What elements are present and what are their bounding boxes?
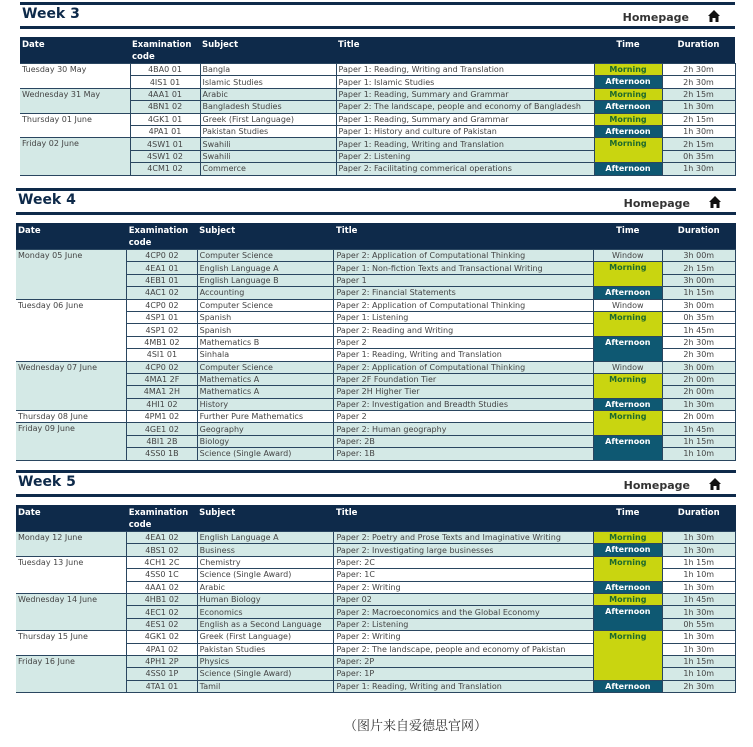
duration-cell: 1h 45m — [662, 423, 736, 435]
title-cell: Paper 2: Listening — [334, 618, 594, 630]
title-cell: Paper 2: Poetry and Prose Texts and Imaginative Writing — [334, 532, 594, 544]
table-row — [16, 556, 736, 568]
title-cell: Paper 1: Reading, Writing and Translation — [336, 64, 594, 76]
subject-cell: Chemistry — [197, 556, 334, 568]
duration-cell: 0h 35m — [662, 311, 736, 323]
time-badge-afternoon: Afternoon — [594, 544, 662, 556]
column-header: Title — [336, 37, 594, 64]
title-cell: Paper 2: Macroeconomics and the Global Economy — [334, 606, 594, 618]
time-badge-afternoon: Afternoon — [594, 287, 662, 299]
subject-cell: Sinhala — [197, 349, 334, 361]
column-header: Time — [594, 505, 662, 532]
table-row — [16, 593, 736, 605]
duration-cell: 2h 30m — [662, 349, 736, 361]
exam-code-cell: 4BI1 2B — [127, 435, 197, 447]
subject-cell: Bangladesh Studies — [200, 101, 336, 113]
title-cell: Paper 2 — [334, 336, 594, 348]
subject-cell: Computer Science — [197, 361, 334, 373]
duration-cell: 0h 55m — [662, 618, 736, 630]
time-badge-afternoon: Afternoon — [594, 680, 662, 692]
column-header: Date — [16, 505, 127, 532]
table-row — [16, 250, 736, 262]
duration-cell: 2h 30m — [662, 64, 735, 76]
week-header — [16, 470, 736, 497]
home-icon[interactable] — [708, 195, 722, 209]
exam-table — [16, 223, 736, 461]
exam-code-cell: 4BS1 02 — [127, 544, 197, 556]
date-cell: Thursday 08 June — [16, 411, 127, 423]
title-cell: Paper 2: Application of Computational Thinking — [334, 250, 594, 262]
subject-cell: Bangla — [200, 64, 336, 76]
exam-code-cell: 4SP1 01 — [127, 311, 197, 323]
exam-code-cell: 4MA1 2F — [127, 373, 197, 385]
duration-cell: 1h 15m — [662, 435, 736, 447]
subject-cell: Islamic Studies — [200, 76, 336, 88]
table-row — [16, 361, 736, 373]
table-row — [16, 411, 736, 423]
subject-cell: Swahili — [200, 138, 336, 150]
subject-cell: Physics — [197, 655, 334, 667]
exam-code-cell: 4SW1 02 — [130, 150, 200, 162]
time-badge-morning: Morning — [594, 411, 662, 436]
title-cell: Paper 1: Reading, Writing and Translation — [334, 349, 594, 361]
home-icon[interactable] — [707, 9, 721, 23]
exam-code-cell: 4MB1 02 — [127, 336, 197, 348]
time-badge-afternoon: Afternoon — [594, 398, 662, 410]
exam-code-cell: 4AA1 01 — [130, 88, 200, 100]
duration-cell: 1h 30m — [662, 544, 736, 556]
exam-code-cell: 4SI1 01 — [127, 349, 197, 361]
homepage-link[interactable]: Homepage — [623, 479, 690, 492]
subject-cell: Swahili — [200, 150, 336, 162]
subject-cell: Tamil — [197, 680, 334, 692]
time-badge-morning: Morning — [594, 593, 662, 605]
subject-cell: Human Biology — [197, 593, 334, 605]
exam-code-cell: 4GK1 02 — [127, 631, 197, 643]
title-cell: Paper 1: Reading, Writing and Translation — [336, 138, 594, 150]
exam-code-cell: 4PM1 02 — [127, 411, 197, 423]
subject-cell: Science (Single Award) — [197, 668, 334, 680]
subject-cell: Biology — [197, 435, 334, 447]
title-cell: Paper 2 — [334, 411, 594, 423]
duration-cell: 2h 15m — [662, 262, 736, 274]
subject-cell: Mathematics A — [197, 373, 334, 385]
duration-cell: 1h 10m — [662, 668, 736, 680]
exam-code-cell: 4SS0 1P — [127, 668, 197, 680]
time-badge-morning: Morning — [594, 138, 662, 163]
exam-code-cell: 4SS0 1C — [127, 569, 197, 581]
column-header: Title — [334, 223, 594, 250]
homepage-link[interactable]: Homepage — [623, 197, 690, 210]
time-badge-afternoon: Afternoon — [594, 606, 662, 631]
table-row — [20, 113, 735, 125]
exam-code-cell: 4BA0 01 — [130, 64, 200, 76]
exam-code-cell: 4TA1 01 — [127, 680, 197, 692]
duration-cell: 2h 30m — [662, 76, 735, 88]
time-badge-morning: Morning — [594, 311, 662, 336]
date-cell: Wednesday 07 June — [16, 361, 127, 411]
title-cell: Paper 2: Reading and Writing — [334, 324, 594, 336]
title-cell: Paper 1: Islamic Studies — [336, 76, 594, 88]
duration-cell: 2h 15m — [662, 113, 735, 125]
date-cell: Friday 02 June — [20, 138, 130, 175]
time-badge-morning: Morning — [594, 631, 662, 681]
duration-cell: 3h 00m — [662, 299, 736, 311]
time-badge-morning: Morning — [594, 556, 662, 581]
title-cell: Paper: 1B — [334, 448, 594, 460]
date-cell: Friday 09 June — [16, 423, 127, 460]
duration-cell: 0h 35m — [662, 150, 735, 162]
exam-code-cell: 4SP1 02 — [127, 324, 197, 336]
date-cell: Thursday 15 June — [16, 631, 127, 656]
subject-cell: Pakistan Studies — [197, 643, 334, 655]
title-cell: Paper 2: Human geography — [334, 423, 594, 435]
subject-cell: English Language A — [197, 532, 334, 544]
time-badge-morning: Morning — [594, 262, 662, 287]
title-cell: Paper 2F Foundation Tier — [334, 373, 594, 385]
exam-code-cell: 4SS0 1B — [127, 448, 197, 460]
title-cell: Paper 2: Investigating large businesses — [334, 544, 594, 556]
column-header: Date — [20, 37, 130, 64]
subject-cell: Computer Science — [197, 250, 334, 262]
homepage-link[interactable]: Homepage — [622, 11, 689, 24]
subject-cell: Science (Single Award) — [197, 569, 334, 581]
subject-cell: Spanish — [197, 311, 334, 323]
title-cell: Paper 1: Reading, Summary and Grammar — [336, 88, 594, 100]
duration-cell: 1h 30m — [662, 606, 736, 618]
subject-cell: Arabic — [197, 581, 334, 593]
exam-code-cell: 4PA1 02 — [127, 643, 197, 655]
column-header: Subject — [197, 223, 334, 250]
duration-cell: 1h 30m — [662, 125, 735, 137]
duration-cell: 1h 30m — [662, 163, 735, 175]
title-cell: Paper 2: Financial Statements — [334, 287, 594, 299]
title-cell: Paper: 2B — [334, 435, 594, 447]
exam-code-cell: 4CP0 02 — [127, 250, 197, 262]
date-cell: Tuesday 13 June — [16, 556, 127, 593]
column-header: Examination code — [127, 505, 197, 532]
week-title: Week 4 — [18, 192, 76, 208]
duration-cell: 2h 30m — [662, 336, 736, 348]
table-header-row — [16, 505, 736, 532]
duration-cell: 1h 30m — [662, 101, 735, 113]
subject-cell: Spanish — [197, 324, 334, 336]
column-header: Duration — [662, 505, 736, 532]
exam-code-cell: 4EC1 02 — [127, 606, 197, 618]
title-cell: Paper 1: Reading, Summary and Grammar — [336, 113, 594, 125]
table-row — [20, 64, 735, 76]
subject-cell: Business — [197, 544, 334, 556]
table-row — [16, 532, 736, 544]
exam-code-cell: 4EA1 01 — [127, 262, 197, 274]
duration-cell: 2h 00m — [662, 386, 736, 398]
exam-code-cell: 4CP0 02 — [127, 299, 197, 311]
time-badge-morning: Morning — [594, 113, 662, 125]
date-cell: Monday 12 June — [16, 532, 127, 557]
duration-cell: 2h 00m — [662, 411, 736, 423]
duration-cell: 2h 30m — [662, 680, 736, 692]
table-row — [20, 88, 735, 100]
exam-code-cell: 4SW1 01 — [130, 138, 200, 150]
exam-code-cell: 4HB1 02 — [127, 593, 197, 605]
duration-cell: 1h 30m — [662, 532, 736, 544]
week-header — [20, 2, 735, 29]
title-cell: Paper 2: Facilitating commerical operations — [336, 163, 594, 175]
exam-code-cell: 4MA1 2H — [127, 386, 197, 398]
subject-cell: English Language B — [197, 274, 334, 286]
title-cell: Paper 02 — [334, 593, 594, 605]
column-header: Examination code — [127, 223, 197, 250]
title-cell: Paper: 1C — [334, 569, 594, 581]
week-title: Week 3 — [22, 6, 80, 22]
title-cell: Paper 2: Application of Computational Thinking — [334, 361, 594, 373]
duration-cell: 1h 45m — [662, 324, 736, 336]
title-cell: Paper 1: Non-fiction Texts and Transactional Writing — [334, 262, 594, 274]
subject-cell: History — [197, 398, 334, 410]
exam-code-cell: 4GE1 02 — [127, 423, 197, 435]
date-cell: Friday 16 June — [16, 655, 127, 692]
table-row — [16, 631, 736, 643]
date-cell: Tuesday 30 May — [20, 64, 130, 89]
subject-cell: Computer Science — [197, 299, 334, 311]
exam-code-cell: 4EB1 01 — [127, 274, 197, 286]
duration-cell: 1h 30m — [662, 398, 736, 410]
time-badge-window: Window — [594, 250, 662, 262]
duration-cell: 1h 15m — [662, 287, 736, 299]
subject-cell: English Language A — [197, 262, 334, 274]
subject-cell: Science (Single Award) — [197, 448, 334, 460]
column-header: Subject — [200, 37, 336, 64]
duration-cell: 1h 15m — [662, 556, 736, 568]
exam-code-cell: 4EA1 02 — [127, 532, 197, 544]
duration-cell: 2h 00m — [662, 373, 736, 385]
exam-code-cell: 4GK1 01 — [130, 113, 200, 125]
column-header: Title — [334, 505, 594, 532]
home-icon[interactable] — [708, 477, 722, 491]
exam-code-cell: 4PH1 2P — [127, 655, 197, 667]
subject-cell: Further Pure Mathematics — [197, 411, 334, 423]
time-badge-afternoon: Afternoon — [594, 336, 662, 361]
duration-cell: 1h 45m — [662, 593, 736, 605]
duration-cell: 1h 10m — [662, 569, 736, 581]
date-cell: Thursday 01 June — [20, 113, 130, 138]
column-header: Time — [594, 37, 662, 64]
subject-cell: Mathematics A — [197, 386, 334, 398]
title-cell: Paper 2: The landscape, people and economy of Pakistan — [334, 643, 594, 655]
exam-code-cell: 4BN1 02 — [130, 101, 200, 113]
time-badge-morning: Morning — [594, 373, 662, 398]
exam-code-cell: 4HI1 02 — [127, 398, 197, 410]
title-cell: Paper 2: Writing — [334, 581, 594, 593]
column-header: Time — [594, 223, 662, 250]
column-header: Date — [16, 223, 127, 250]
date-cell: Wednesday 14 June — [16, 593, 127, 630]
title-cell: Paper 1: History and culture of Pakistan — [336, 125, 594, 137]
title-cell: Paper: 2P — [334, 655, 594, 667]
table-header-row — [16, 223, 736, 250]
week-header — [16, 188, 736, 215]
title-cell: Paper 2: The landscape, people and economy of Bangladesh — [336, 101, 594, 113]
exam-code-cell: 4ES1 02 — [127, 618, 197, 630]
title-cell: Paper 2: Listening — [336, 150, 594, 162]
table-row — [16, 299, 736, 311]
title-cell: Paper 2: Investigation and Breadth Studies — [334, 398, 594, 410]
exam-code-cell: 4PA1 01 — [130, 125, 200, 137]
time-badge-morning: Morning — [594, 532, 662, 544]
date-cell: Wednesday 31 May — [20, 88, 130, 113]
duration-cell: 1h 30m — [662, 581, 736, 593]
duration-cell: 2h 15m — [662, 138, 735, 150]
title-cell: Paper 2H Higher Tier — [334, 386, 594, 398]
subject-cell: Economics — [197, 606, 334, 618]
exam-code-cell: 4IS1 01 — [130, 76, 200, 88]
subject-cell: Commerce — [200, 163, 336, 175]
subject-cell: Accounting — [197, 287, 334, 299]
subject-cell: English as a Second Language — [197, 618, 334, 630]
title-cell: Paper 1: Listening — [334, 311, 594, 323]
exam-code-cell: 4CH1 2C — [127, 556, 197, 568]
time-badge-afternoon: Afternoon — [594, 125, 662, 137]
title-cell: Paper 1: Reading, Writing and Translation — [334, 680, 594, 692]
table-row — [20, 138, 735, 150]
duration-cell: 1h 10m — [662, 448, 736, 460]
table-header-row — [20, 37, 735, 64]
time-badge-window: Window — [594, 299, 662, 311]
exam-code-cell: 4CM1 02 — [130, 163, 200, 175]
title-cell: Paper 1 — [334, 274, 594, 286]
exam-table — [16, 505, 736, 693]
date-cell: Tuesday 06 June — [16, 299, 127, 361]
exam-code-cell: 4AA1 02 — [127, 581, 197, 593]
exam-code-cell: 4AC1 02 — [127, 287, 197, 299]
duration-cell: 1h 30m — [662, 631, 736, 643]
exam-code-cell: 4CP0 02 — [127, 361, 197, 373]
column-header: Examination code — [130, 37, 200, 64]
title-cell: Paper 2: Writing — [334, 631, 594, 643]
time-badge-afternoon: Afternoon — [594, 163, 662, 175]
duration-cell: 3h 00m — [662, 361, 736, 373]
time-badge-morning: Morning — [594, 64, 662, 76]
subject-cell: Greek (First Language) — [197, 631, 334, 643]
date-cell: Monday 05 June — [16, 250, 127, 300]
time-badge-window: Window — [594, 361, 662, 373]
duration-cell: 1h 30m — [662, 643, 736, 655]
duration-cell: 3h 00m — [662, 274, 736, 286]
column-header: Duration — [662, 37, 735, 64]
exam-table — [20, 37, 736, 176]
title-cell: Paper: 2C — [334, 556, 594, 568]
subject-cell: Geography — [197, 423, 334, 435]
title-cell: Paper: 1P — [334, 668, 594, 680]
duration-cell: 3h 00m — [662, 250, 736, 262]
time-badge-afternoon: Afternoon — [594, 101, 662, 113]
subject-cell: Mathematics B — [197, 336, 334, 348]
column-header: Subject — [197, 505, 334, 532]
duration-cell: 2h 15m — [662, 88, 735, 100]
time-badge-morning: Morning — [594, 88, 662, 100]
duration-cell: 1h 15m — [662, 655, 736, 667]
column-header: Duration — [662, 223, 736, 250]
subject-cell: Pakistan Studies — [200, 125, 336, 137]
time-badge-afternoon: Afternoon — [594, 76, 662, 88]
image-source-caption: （图片来自爱德思官网） — [344, 719, 488, 734]
subject-cell: Greek (First Language) — [200, 113, 336, 125]
title-cell: Paper 2: Application of Computational Thinking — [334, 299, 594, 311]
subject-cell: Arabic — [200, 88, 336, 100]
time-badge-afternoon: Afternoon — [594, 581, 662, 593]
time-badge-afternoon: Afternoon — [594, 435, 662, 460]
week-title: Week 5 — [18, 474, 76, 490]
